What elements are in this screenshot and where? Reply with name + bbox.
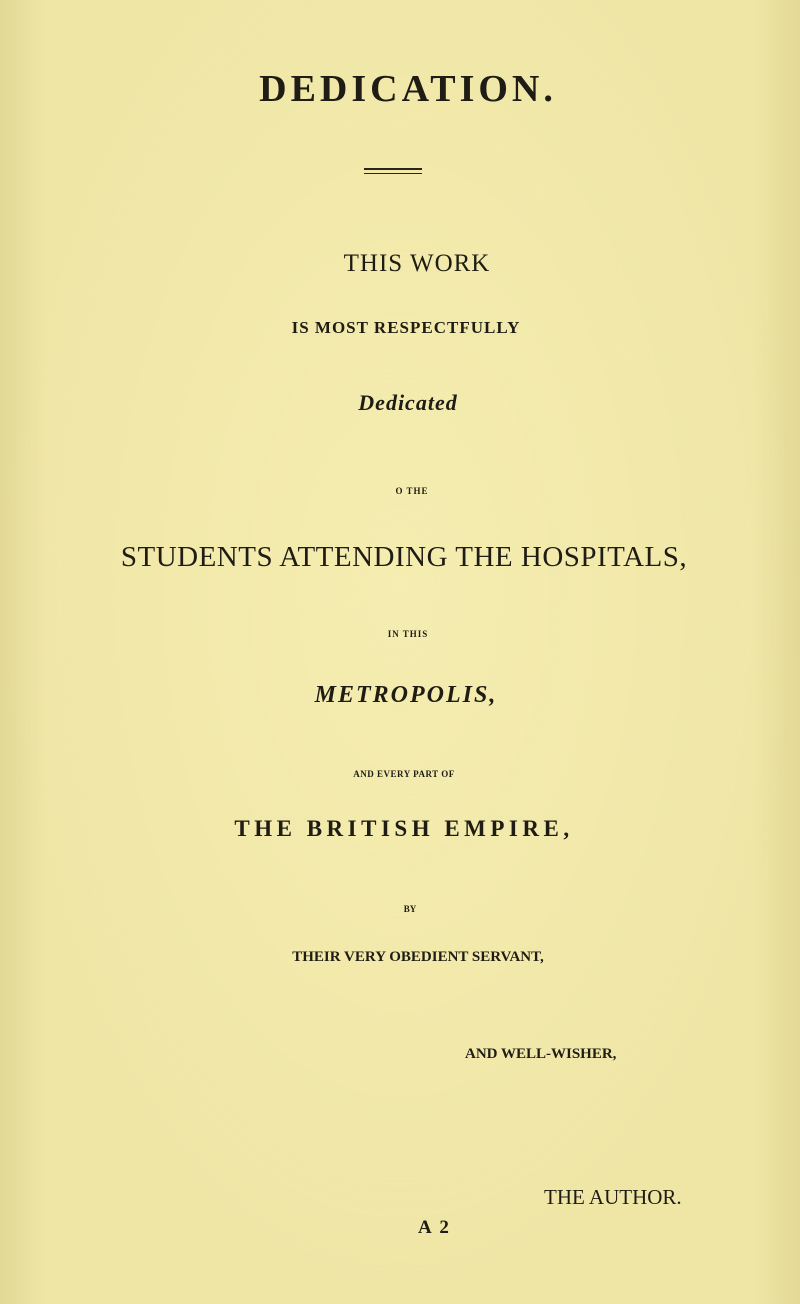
page-heading: DEDICATION. xyxy=(259,68,557,110)
line-every-part: AND EVERY PART OF xyxy=(353,769,455,779)
line-metropolis: METROPOLIS, xyxy=(314,682,498,708)
line-this-work: THIS WORK xyxy=(343,250,491,277)
line-respectfully: IS MOST RESPECTFULLY xyxy=(291,318,521,337)
decorative-double-rule xyxy=(364,168,422,177)
line-british-empire: THE BRITISH EMPIRE, xyxy=(234,816,574,841)
line-author: THE AUTHOR. xyxy=(544,1185,682,1209)
line-by: BY xyxy=(403,904,417,914)
line-well-wisher: AND WELL-WISHER, xyxy=(465,1046,617,1062)
line-dedicated-blackletter: Dedicated xyxy=(358,390,458,415)
line-in-this: IN THIS xyxy=(387,629,429,639)
line-servant: THEIR VERY OBEDIENT SERVANT, xyxy=(292,949,544,965)
signature-mark: A 2 xyxy=(418,1217,451,1238)
line-students: STUDENTS ATTENDING THE HOSPITALS, xyxy=(120,541,688,573)
rule-thick xyxy=(364,168,422,170)
line-o-the: O THE xyxy=(395,486,429,496)
rule-thin xyxy=(364,173,422,174)
